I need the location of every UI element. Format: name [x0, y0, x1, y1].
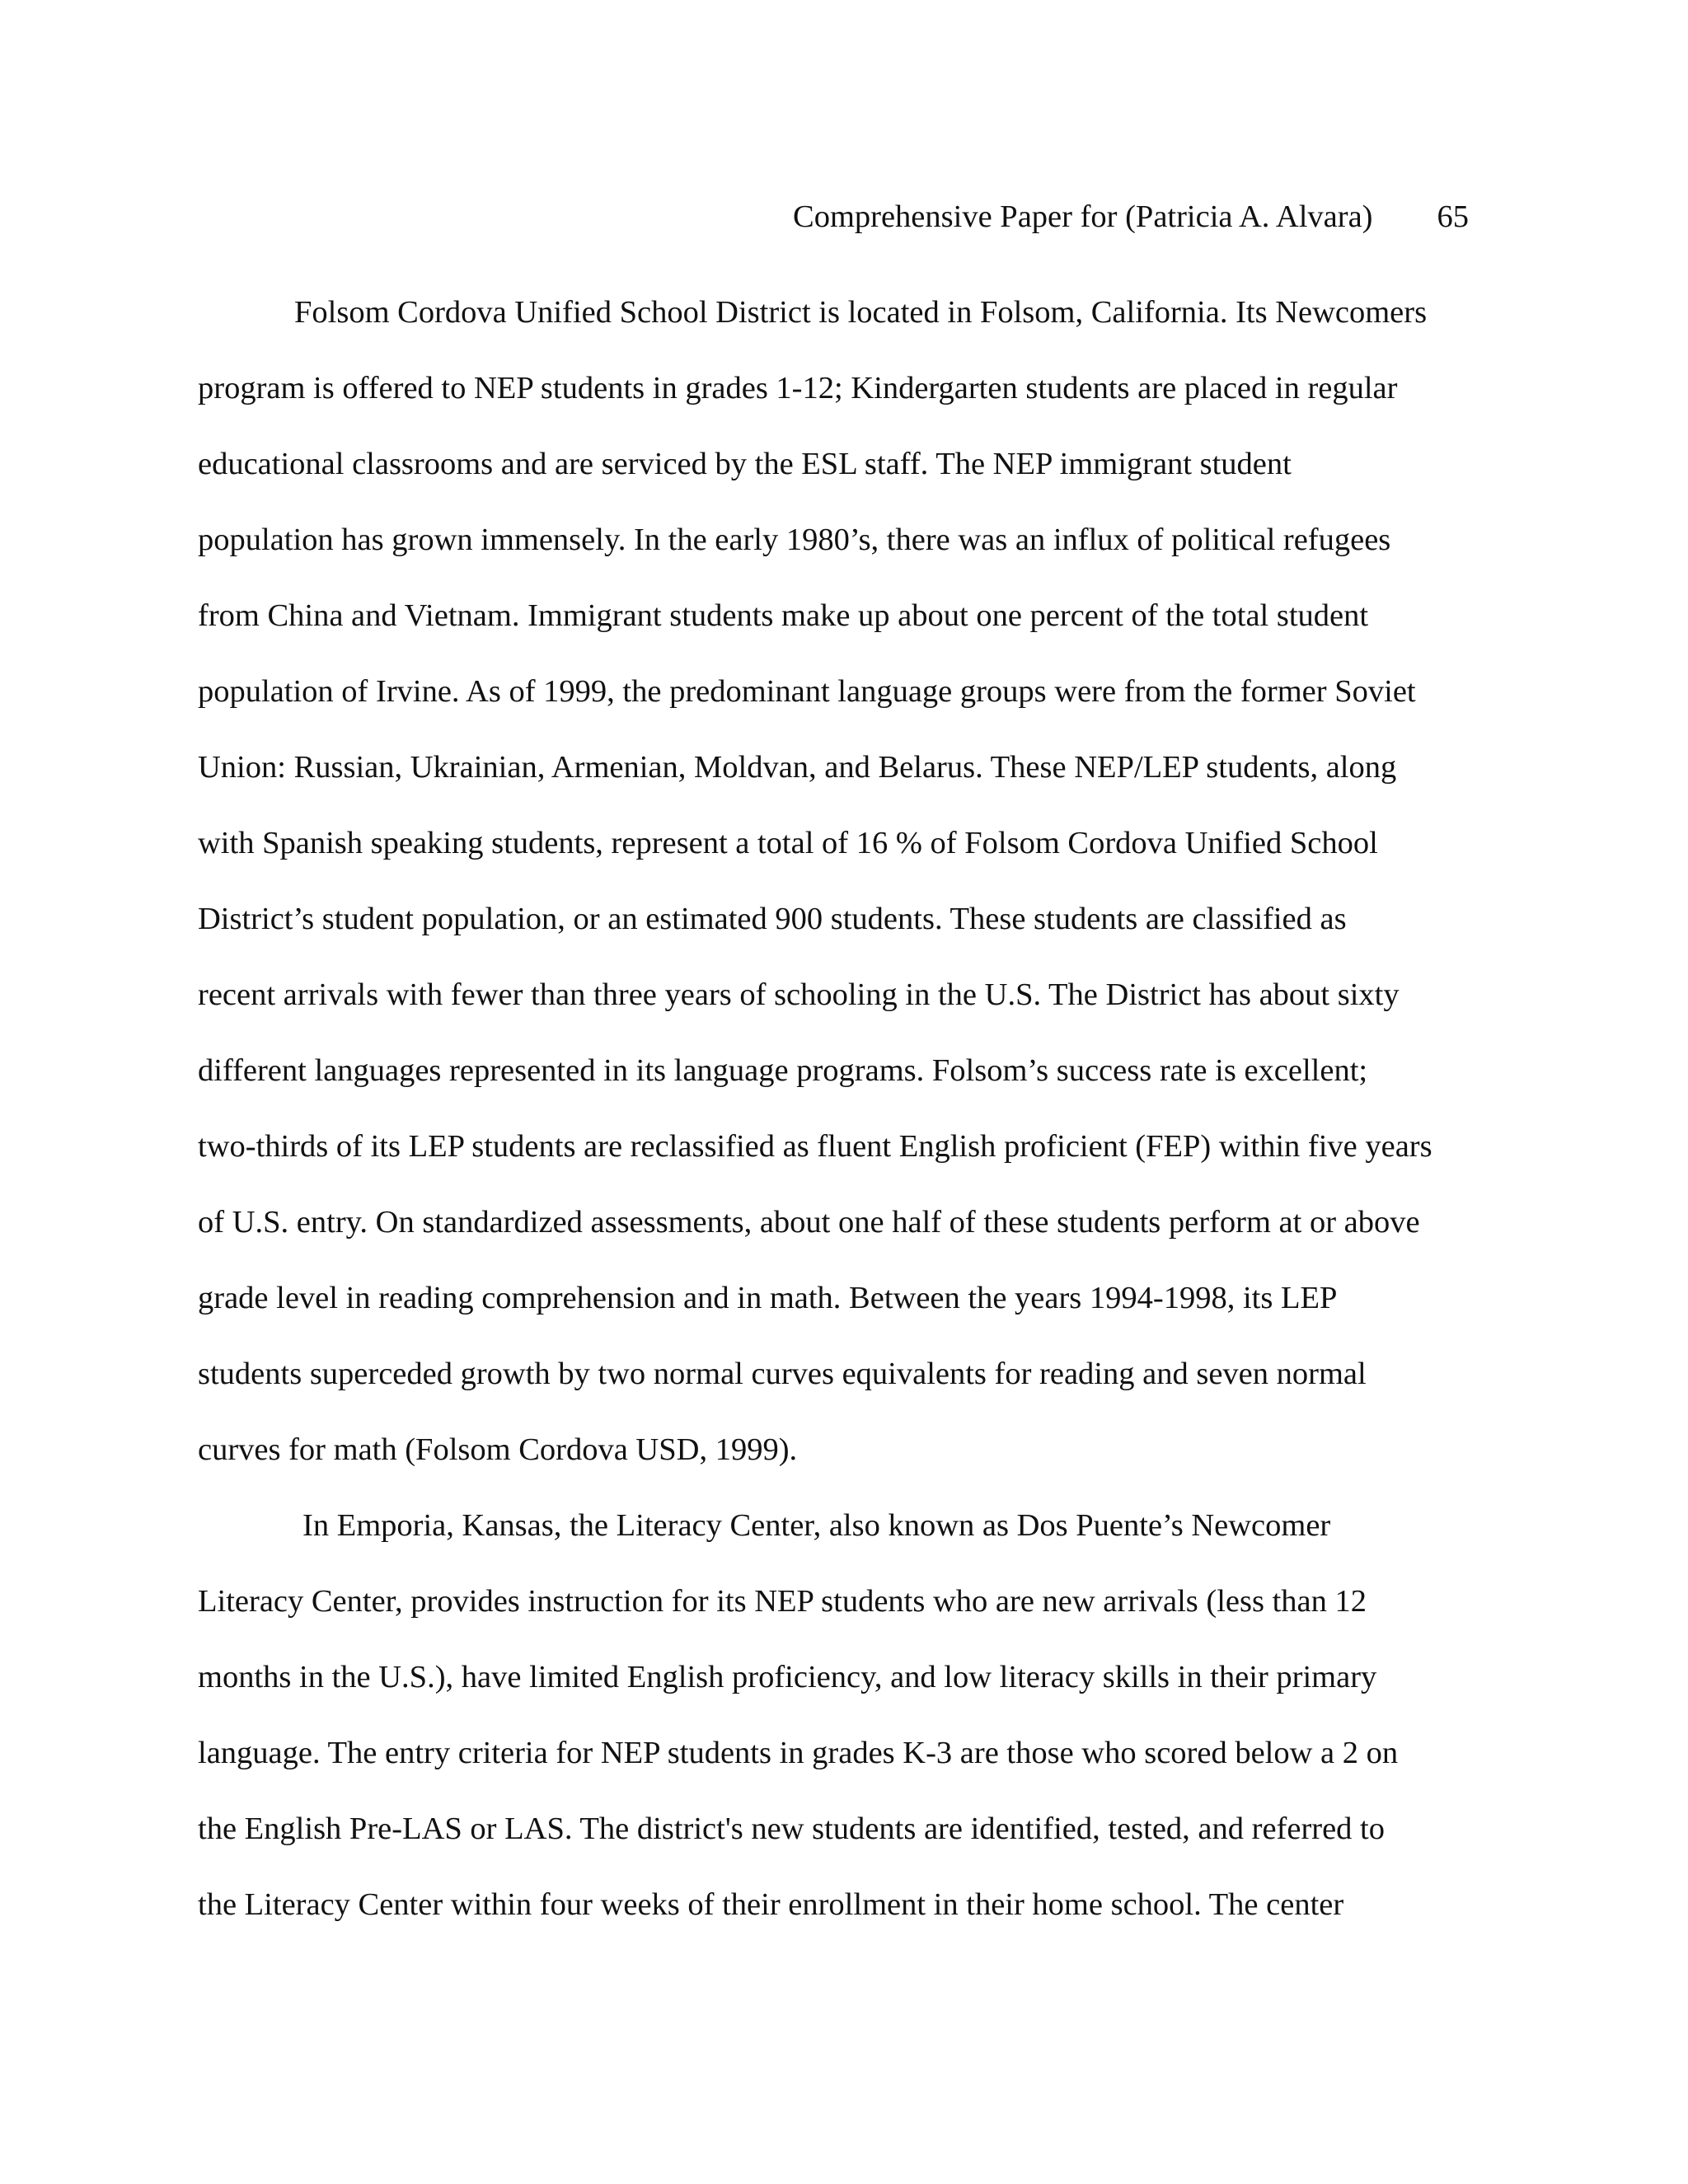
text-line: students superceded growth by two normal curves equivalents for reading and seven normal	[198, 1357, 1367, 1391]
text-line: Folsom Cordova Unified School District is located in Folsom, California. Its Newcomers	[294, 295, 1428, 330]
text-line: educational classrooms and are serviced by the ESL staff. The NEP immigrant student	[198, 447, 1292, 481]
text-line: recent arrivals with fewer than three years of schooling in the U.S. The District has about sixty	[198, 977, 1400, 1012]
text-line: language. The entry criteria for NEP students in grades K-3 are those who scored below a 2 on	[198, 1736, 1399, 1770]
text-line: program is offered to NEP students in grades 1-12; Kindergarten students are placed in regular	[198, 371, 1398, 405]
text-line: In Emporia, Kansas, the Literacy Center, also known as Dos Puente’s Newcomer	[302, 1508, 1331, 1543]
running-head	[793, 194, 1469, 239]
text-line: Union: Russian, Ukrainian, Armenian, Moldvan, and Belarus. These NEP/LEP students, along	[198, 750, 1397, 785]
text-line: two-thirds of its LEP students are reclassified as fluent English proficient (FEP) within five years	[198, 1129, 1432, 1164]
text-line: the English Pre-LAS or LAS. The district's new students are identified, tested, and referred to	[198, 1811, 1385, 1846]
paragraph-emporia	[198, 1503, 1484, 1958]
text-line: population of Irvine. As of 1999, the predominant language groups were from the former Soviet	[198, 674, 1416, 709]
text-line: curves for math (Folsom Cordova USD, 1999).	[198, 1432, 798, 1467]
body-text	[198, 290, 1484, 1958]
text-line: Literacy Center, provides instruction for its NEP students who are new arrivals (less than 12	[198, 1584, 1367, 1619]
text-line: District’s student population, or an estimated 900 students. These students are classified as	[198, 902, 1347, 936]
running-title: Comprehensive Paper for (Patricia A. Alvara)	[793, 199, 1373, 234]
page-number: 65	[1437, 199, 1469, 234]
text-line: the Literacy Center within four weeks of their enrollment in their home school. The center	[198, 1887, 1344, 1922]
paragraph-folsom	[198, 290, 1484, 1503]
text-line: from China and Vietnam. Immigrant students make up about one percent of the total student	[198, 598, 1369, 633]
text-line: population has grown immensely. In the early 1980’s, there was an influx of political refugees	[198, 523, 1391, 557]
text-line: months in the U.S.), have limited English proficiency, and low literacy skills in their primary	[198, 1660, 1377, 1694]
text-line: different languages represented in its language programs. Folsom’s success rate is excellent;	[198, 1053, 1368, 1088]
text-line: grade level in reading comprehension and in math. Between the years 1994-1998, its LEP	[198, 1281, 1338, 1315]
text-line: of U.S. entry. On standardized assessments, about one half of these students perform at or above	[198, 1205, 1420, 1240]
text-line: with Spanish speaking students, represent a total of 16 % of Folsom Cordova Unified School	[198, 826, 1378, 860]
